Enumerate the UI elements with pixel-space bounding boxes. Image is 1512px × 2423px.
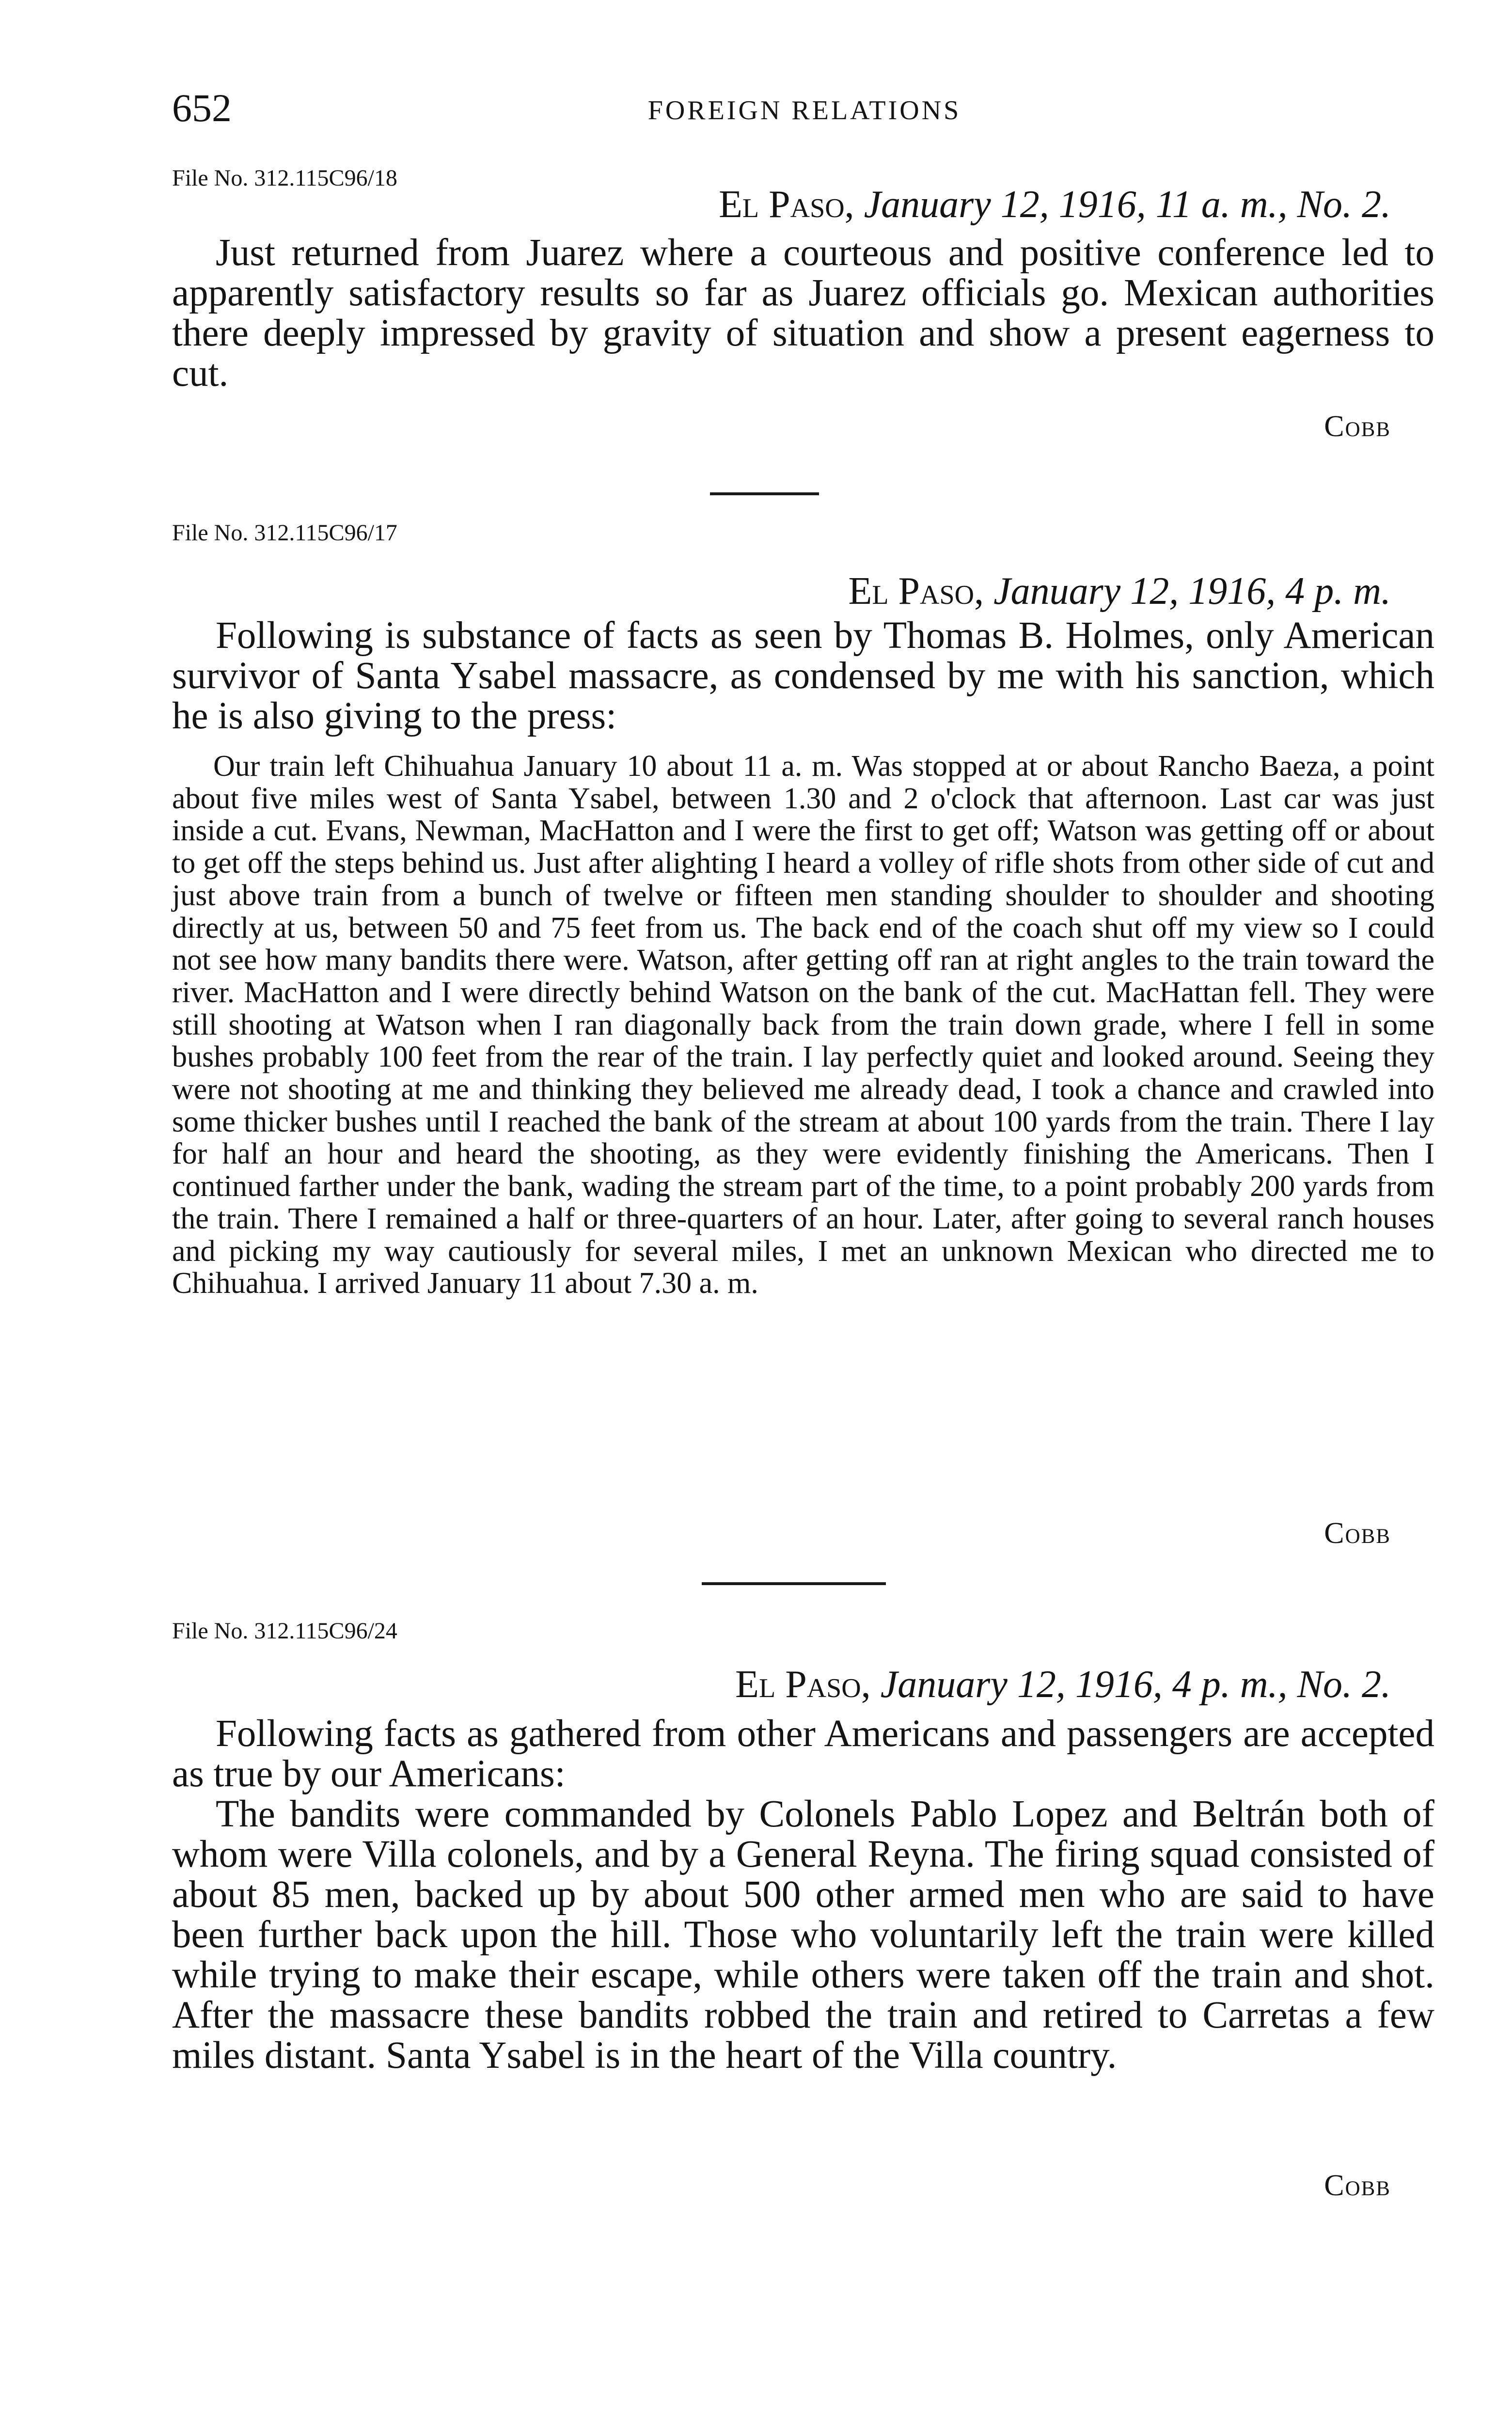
message-paragraph: Following facts as gathered from other Americans and passengers are accepted as true by our Americans: (172, 1713, 1434, 1795)
signature: Cobb (1324, 1517, 1391, 1550)
message-paragraph: Just returned from Juarez where a courteous and positive conference led to apparently satisfactory results so far as Juarez officials go. Mexican authorities there deeply impressed by gravity of situation and show a present eagerness to cut. (172, 232, 1434, 394)
signature: Cobb (1324, 410, 1391, 443)
dateline-place: El Paso, (719, 183, 854, 226)
dateline-place: El Paso, (848, 570, 984, 613)
dateline (735, 1660, 1391, 1709)
dateline-place: El Paso, (735, 1663, 871, 1706)
section-divider (710, 492, 819, 495)
page-header (172, 81, 1437, 135)
quoted-statement: Our train left Chihuahua January 10 about 11 a. m. Was stopped at or about Rancho Baeza, a point about five miles west of Santa Ysabel, between 1.30 and 2 o'clock that afternoon. Last car was just inside a cut. Evans, Newman, MacHatton and I were the first to get off; Watson was getting off or about to get off the steps behind us. Just after alighting I heard a volley of rifle shots from other side of cut and just above train from a bunch of twelve or fifteen men standing shoulder to shoulder and shooting directly at us, between 50 and 75 feet from us. The back end of the coach shut off my view so I could not see how many bandits there were. Watson, after getting off ran at right angles to the train toward the river. MacHatton and I were directly behind Watson on the bank of the cut. MacHattan fell. They were still shooting at Watson when I ran diagonally back from the train down grade, where I fell in some bushes probably 100 feet from the rear of the train. I lay perfectly quiet and looked around. Seeing they were not shooting at me and thinking they believed me already dead, I took a chance and crawled into some thicker bushes until I reached the bank of the stream at about 100 yards from the train. There I lay for half an hour and heard the shooting, as they were evidently finishing the Americans. Then I continued farther under the bank, wading the stream part of the time, to a point probably 200 yards from the train. There I remained a half or three-quarters of an hour. Later, after going to several ranch houses and picking my way cautiously for several miles, I met an unknown Mexican who directed me to Chihuahua. I arrived January 11 about 7.30 a. m. (172, 750, 1434, 1300)
file-number: File No. 312.115C96/18 (172, 165, 397, 191)
dateline (719, 180, 1391, 229)
page-number: 652 (172, 86, 232, 130)
section-divider (702, 1582, 886, 1585)
dateline-time: January 12, 1916, 4 p. m. (993, 570, 1391, 613)
signature: Cobb (1324, 2169, 1391, 2202)
message-paragraph: The bandits were commanded by Colonels Pablo Lopez and Beltrán both of whom were Villa colonels, and by a General Reyna. The firing squad consisted of about 85 men, backed up by about 500 other armed men who are said to have been further back upon the hill. Those who voluntarily left the train were killed while trying to make their escape, while others were taken off the train and shot. After the massacre these bandits robbed the train and retired to Carretas a few miles distant. Santa Ysabel is in the heart of the Villa country. (172, 1793, 1434, 2077)
dateline (848, 567, 1391, 615)
running-head: FOREIGN RELATIONS (647, 95, 961, 126)
dateline-time: January 12, 1916, 4 p. m., No. 2. (880, 1663, 1391, 1706)
file-number: File No. 312.115C96/24 (172, 1618, 397, 1644)
message-paragraph: Following is substance of facts as seen by Thomas B. Holmes, only American survivor of Santa Ysabel massacre, as condensed by me with his sanction, which he is also giving to the press: (172, 614, 1434, 737)
dateline-time: January 12, 1916, 11 a. m., No. 2. (864, 183, 1391, 226)
file-number: File No. 312.115C96/17 (172, 520, 397, 546)
